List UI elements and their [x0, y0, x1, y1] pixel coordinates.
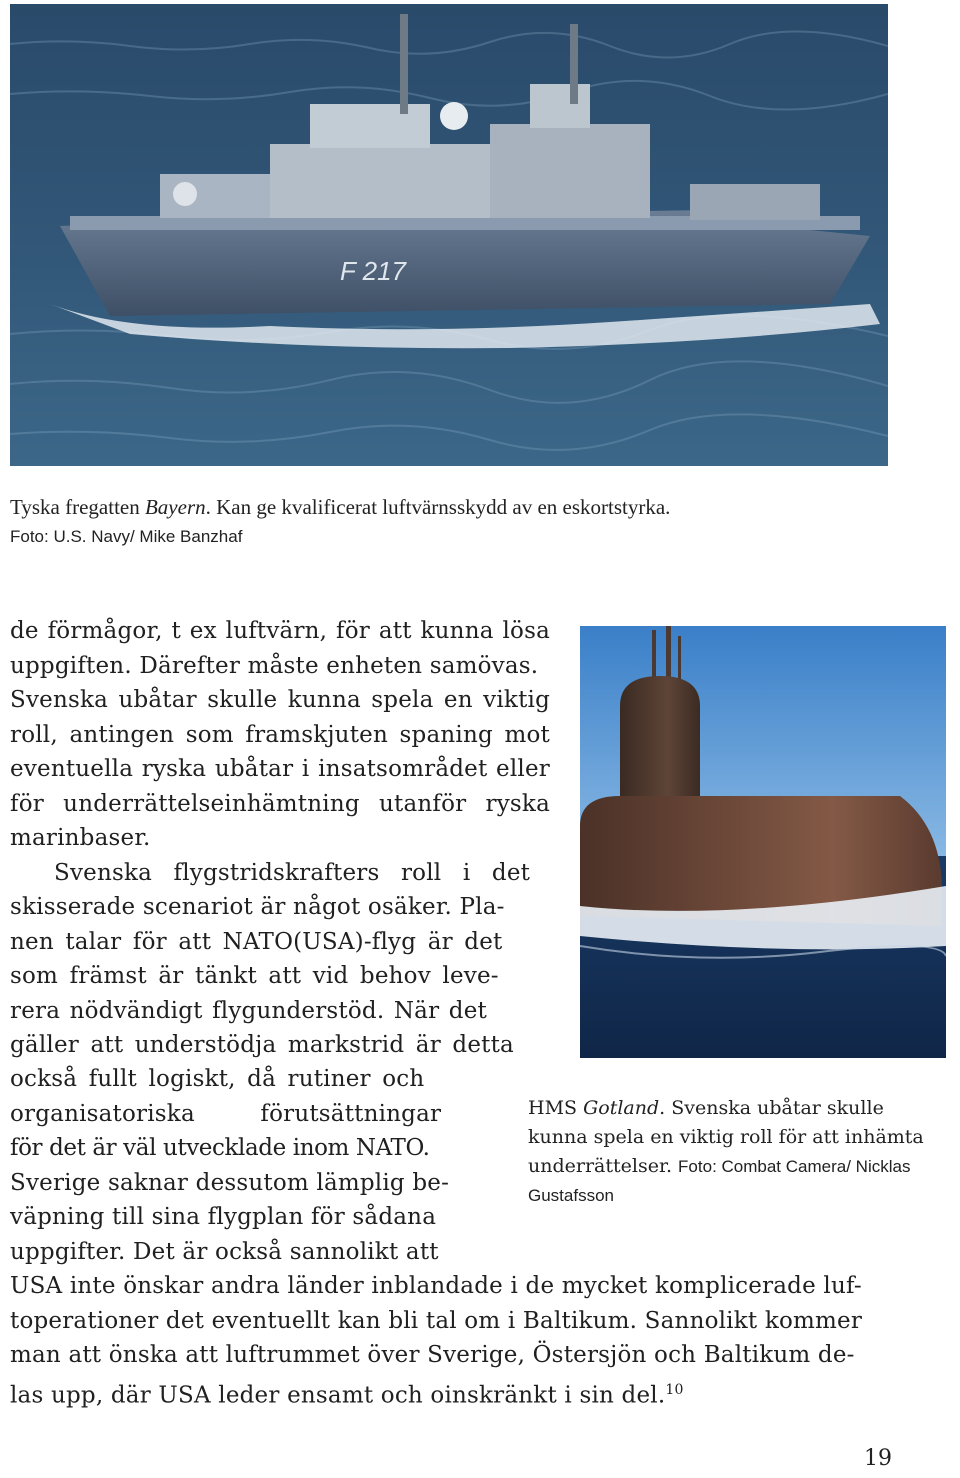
text-line: organisatoriska förutsättningar — [10, 1100, 442, 1127]
text-line: för underrättelseinhämtning utanför ryska — [10, 790, 550, 817]
body-column-upper — [10, 614, 550, 1063]
ship-name: Bayern — [144, 495, 206, 519]
text-line: uppgifter. Det är också sannolikt att — [10, 1238, 439, 1265]
submarine-caption — [528, 1094, 958, 1210]
text-line: som främst är tänkt att vid behov leve- — [10, 963, 499, 989]
text-line: uppgiften. Därefter måste enheten samövas. — [10, 652, 539, 679]
body-column-narrow — [10, 1062, 470, 1269]
frigate-photo-credit: Foto: U.S. Navy/ Mike Banzhaf — [10, 527, 243, 546]
text-line: eventuella ryska ubåtar i insatsområdet eller — [10, 756, 550, 782]
caption-line-1 — [528, 1094, 958, 1123]
caption-line-3 — [528, 1152, 958, 1181]
caption-prefix: HMS — [528, 1097, 584, 1119]
text-line: också fullt logiskt, då rutiner och — [10, 1066, 425, 1092]
text-line: USA inte önskar andra länder inblandade i de mycket komplicerade luf- — [10, 1273, 862, 1299]
body-column-full — [10, 1269, 890, 1413]
frigate-caption — [10, 492, 910, 522]
text-line: rera nödvändigt flygunderstöd. När det — [10, 997, 487, 1024]
caption-text: underrättelser. — [528, 1155, 672, 1177]
caption-prefix: Tyska fregatten — [10, 495, 145, 519]
photo-credit: Foto: Combat Camera/ Nicklas — [678, 1157, 911, 1176]
text-line: las upp, där USA leder ensamt och oinskränkt i sin del. — [10, 1382, 666, 1409]
text-line: roll, antingen som framskjuten spaning mot — [10, 721, 550, 748]
footnote-ref[interactable]: 10 — [665, 1381, 684, 1398]
text-line: Svenska flygstridskrafters roll i det — [54, 859, 531, 886]
text-line: väpning till sina flygplan för sådana — [10, 1204, 437, 1230]
caption-text: . Kan ge kvalificerat luftvärnsskydd av en eskortstyrka. — [205, 495, 671, 519]
caption-text: . Svenska ubåtar skulle — [659, 1097, 884, 1119]
submarine-photo — [580, 626, 946, 1058]
text-line: Svenska ubåtar skulle kunna spela en viktig — [10, 687, 550, 713]
photo-credit-cont: Gustafsson — [528, 1186, 614, 1205]
caption-line-2: kunna spela en viktig roll för att inhämta — [528, 1126, 924, 1148]
text-line: marinbaser. — [10, 825, 151, 851]
text-line: gäller att understödja markstrid är detta — [10, 1032, 514, 1058]
text-line: nen talar för att NATO(USA)-flyg är det — [10, 928, 503, 955]
text-line: toperationer det eventuellt kan bli tal om i Baltikum. Sannolikt kommer — [10, 1307, 863, 1334]
text-line: Sverige saknar dessutom lämplig be- — [10, 1169, 450, 1196]
ship-name: Gotland — [583, 1097, 660, 1119]
last-line-wrapper — [10, 1373, 890, 1413]
text-line: de förmågor, t ex luftvärn, för att kunna lösa — [10, 618, 550, 644]
page-number: 19 — [864, 1446, 892, 1471]
text-line: för det är väl utvecklade inom NATO. — [10, 1135, 430, 1161]
text-line: skisserade scenariot är något osäker. Pla- — [10, 894, 505, 920]
text-line: man att önska att luftrummet över Sverige, Östersjön och Baltikum de- — [10, 1342, 855, 1368]
frigate-photo — [10, 4, 888, 466]
hull-number: F 217 — [340, 256, 407, 286]
